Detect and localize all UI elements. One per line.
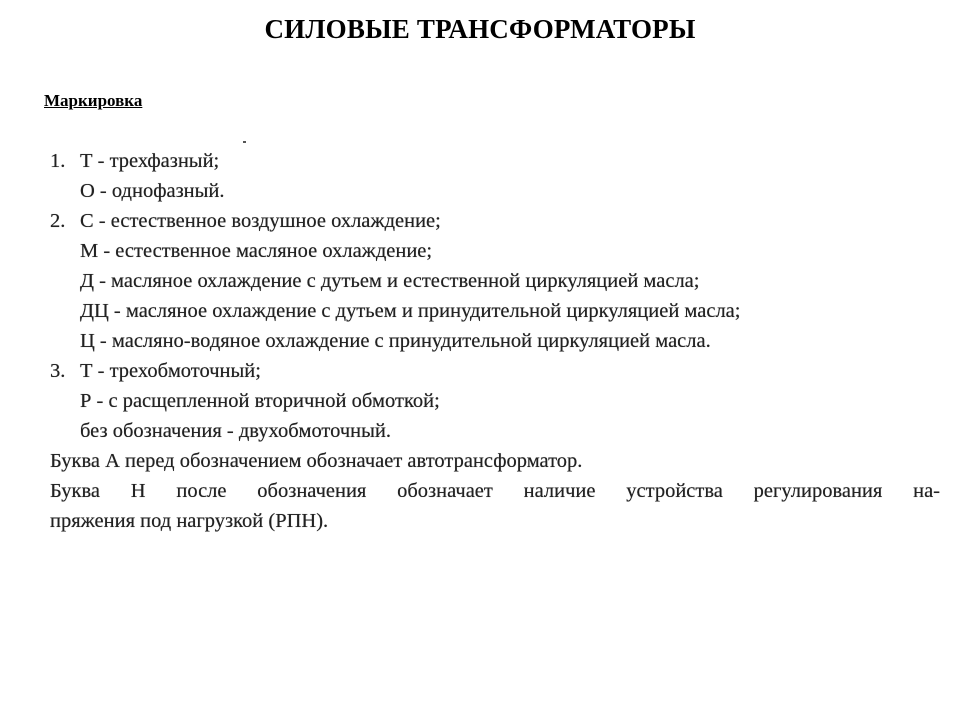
item-number: 3.: [50, 360, 66, 382]
item-text: С - естественное воздушное охлаждение;: [80, 210, 441, 232]
item-text: Т - трехобмоточный;: [80, 360, 261, 382]
list-item: [50, 356, 261, 386]
item-number: 2.: [50, 210, 66, 232]
section-heading: Маркировка: [44, 91, 143, 110]
item-text: Ц - масляно-водяное охлаждение с принудительной циркуляцией масла.: [80, 330, 711, 352]
item-text: без обозначения - двухобмоточный.: [80, 420, 391, 442]
slide-title: СИЛОВЫЕ ТРАНСФОРМАТОРЫ: [264, 14, 696, 44]
list-item: [80, 176, 225, 206]
list-item: [80, 416, 391, 446]
list-item: [80, 266, 699, 296]
list-item: [80, 236, 432, 266]
item-text: Т - трехфазный;: [80, 150, 220, 172]
note-rpn-line2: пряжения под нагрузкой (РПН).: [50, 510, 329, 532]
item-text: О - однофазный.: [80, 180, 225, 202]
list-item: [80, 296, 740, 326]
item-text: Р - с расщепленной вторичной обмоткой;: [80, 390, 440, 412]
list-item: [80, 326, 711, 356]
note-rpn-line1: Буква Н после обозначения обозначает наличие устройства регулирования на-: [50, 480, 940, 502]
item-text: Д - масляное охлаждение с дутьем и естественной циркуляцией масла;: [80, 270, 700, 292]
scan-mark: [243, 141, 246, 143]
list-item: [50, 146, 219, 176]
item-text: М - естественное масляное охлаждение;: [80, 240, 433, 262]
item-text: ДЦ - масляное охлаждение с дутьем и принудительной циркуляцией масла;: [80, 300, 741, 322]
list-item: [80, 386, 440, 416]
note-autotransformer: Буква А перед обозначением обозначает автотрансформатор.: [50, 450, 583, 472]
list-item: [50, 206, 441, 236]
item-number: 1.: [50, 150, 66, 172]
